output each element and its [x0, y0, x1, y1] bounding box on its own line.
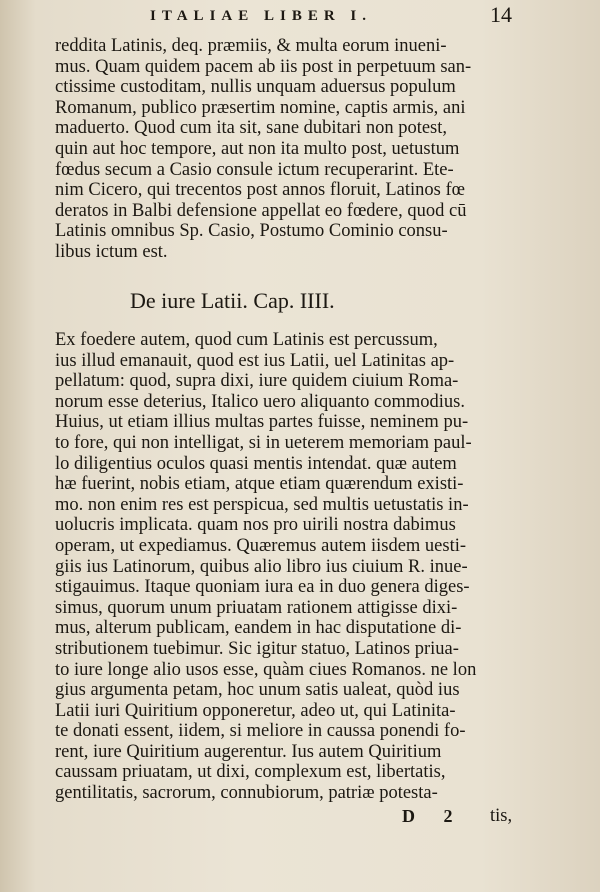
text-line: Romanum, publico præsertim nomine, captis armis, ani [55, 97, 466, 118]
text-line: uolucris implicata. quam nos pro uirili nostra dabimus [55, 515, 456, 536]
text-block-top [55, 36, 525, 263]
text-line: stributionem tuebimur. Sic igitur statuo, Latinos priua- [55, 638, 459, 659]
text-line: maduerto. Quod cum ita sit, sane dubitari non potest, [55, 118, 448, 139]
text-line: Ex foedere autem, quod cum Latinis est percussum, [55, 330, 438, 350]
text-line: pellatum: quod, supra dixi, iure quidem ciuium Roma- [55, 371, 459, 392]
text-line: lo diligentius oculos quasi mentis intendat. quæ autem [55, 453, 457, 474]
text-line: Latii iuri Quiritium opponeretur, adeo ut, qui Latinita- [55, 700, 456, 721]
catchword: tis, [490, 806, 513, 826]
text-line: libus ictum est. [55, 241, 168, 262]
text-block-main [55, 330, 525, 804]
text-line: mus. Quam quidem pacem ab iis post in perpetuum san- [55, 56, 472, 77]
page-number: 14 [490, 2, 512, 27]
text-line: deratos in Balbi defensione appellat eo fœdere, quod cū [55, 200, 467, 221]
text-line: ctissime custoditam, nullis unquam aduersus populum [55, 77, 456, 98]
text-line: stigauimus. Itaque quoniam iura ea in duo genera diges- [55, 577, 470, 598]
text-line: mo. non enim res est perspicua, sed multis uetustatis in- [55, 494, 469, 515]
text-line: rent, iure Quiritium augerentur. Ius autem Quiritium [55, 741, 442, 762]
text-line: nim Cicero, qui trecentos post annos floruit, Latinos fœ [55, 180, 466, 201]
running-title: ITALIAE LIBER I. [150, 8, 373, 24]
text-line: operam, ut expediamus. Quæremus autem iisdem uesti- [55, 535, 467, 556]
text-line: gentilitatis, sacrorum, connubiorum, patriæ potesta- [55, 783, 438, 804]
text-line: reddita Latinis, deq. præmiis, & multa eorum inueni- [55, 36, 447, 56]
text-line: Latinis omnibus Sp. Casio, Postumo Cominio consu- [55, 221, 448, 242]
text-line: ius illud emanauit, quod est ius Latii, uel Latinitas ap- [55, 350, 455, 371]
text-line: simus, quorum unum priuatam rationem attigisse dixi- [55, 597, 458, 618]
page-footer [0, 806, 600, 830]
text-line: giis ius Latinorum, quibus alio libro ius ciuium R. inue- [55, 556, 468, 577]
signature-mark: D 2 [402, 806, 465, 826]
text-line: mus, alterum publicam, eandem in hac disputatione di- [55, 618, 462, 639]
text-line: te donati essent, iidem, si meliore in caussa ponendi fo- [55, 721, 466, 742]
text-line: norum esse deterius, Italico uero aliquanto commodius. [55, 391, 465, 412]
text-line: caussam priuatam, ut dixi, complexum est, libertatis, [55, 762, 446, 783]
chapter-heading: De iure Latii. Cap. IIII. [130, 288, 335, 313]
running-head [0, 4, 600, 36]
text-line: gius argumenta petam, hoc unum satis ualeat, quòd ius [55, 680, 460, 701]
text-line: hæ fuerint, nobis etiam, atque etiam quærendum existi- [55, 474, 464, 495]
text-line: quin aut hoc tempore, aut non ita multo post, uetustum [55, 138, 460, 159]
text-line: to iure longe alio usos esse, quàm ciues Romanos. ne lon [55, 659, 477, 680]
text-line: Huius, ut etiam illius multas partes fuisse, neminem pu- [55, 412, 469, 433]
text-line: fœdus secum a Casio consule ictum recuperarint. Ete- [55, 159, 454, 180]
text-line: to fore, qui non intelligat, si in ueterem memoriam paul- [55, 432, 472, 453]
